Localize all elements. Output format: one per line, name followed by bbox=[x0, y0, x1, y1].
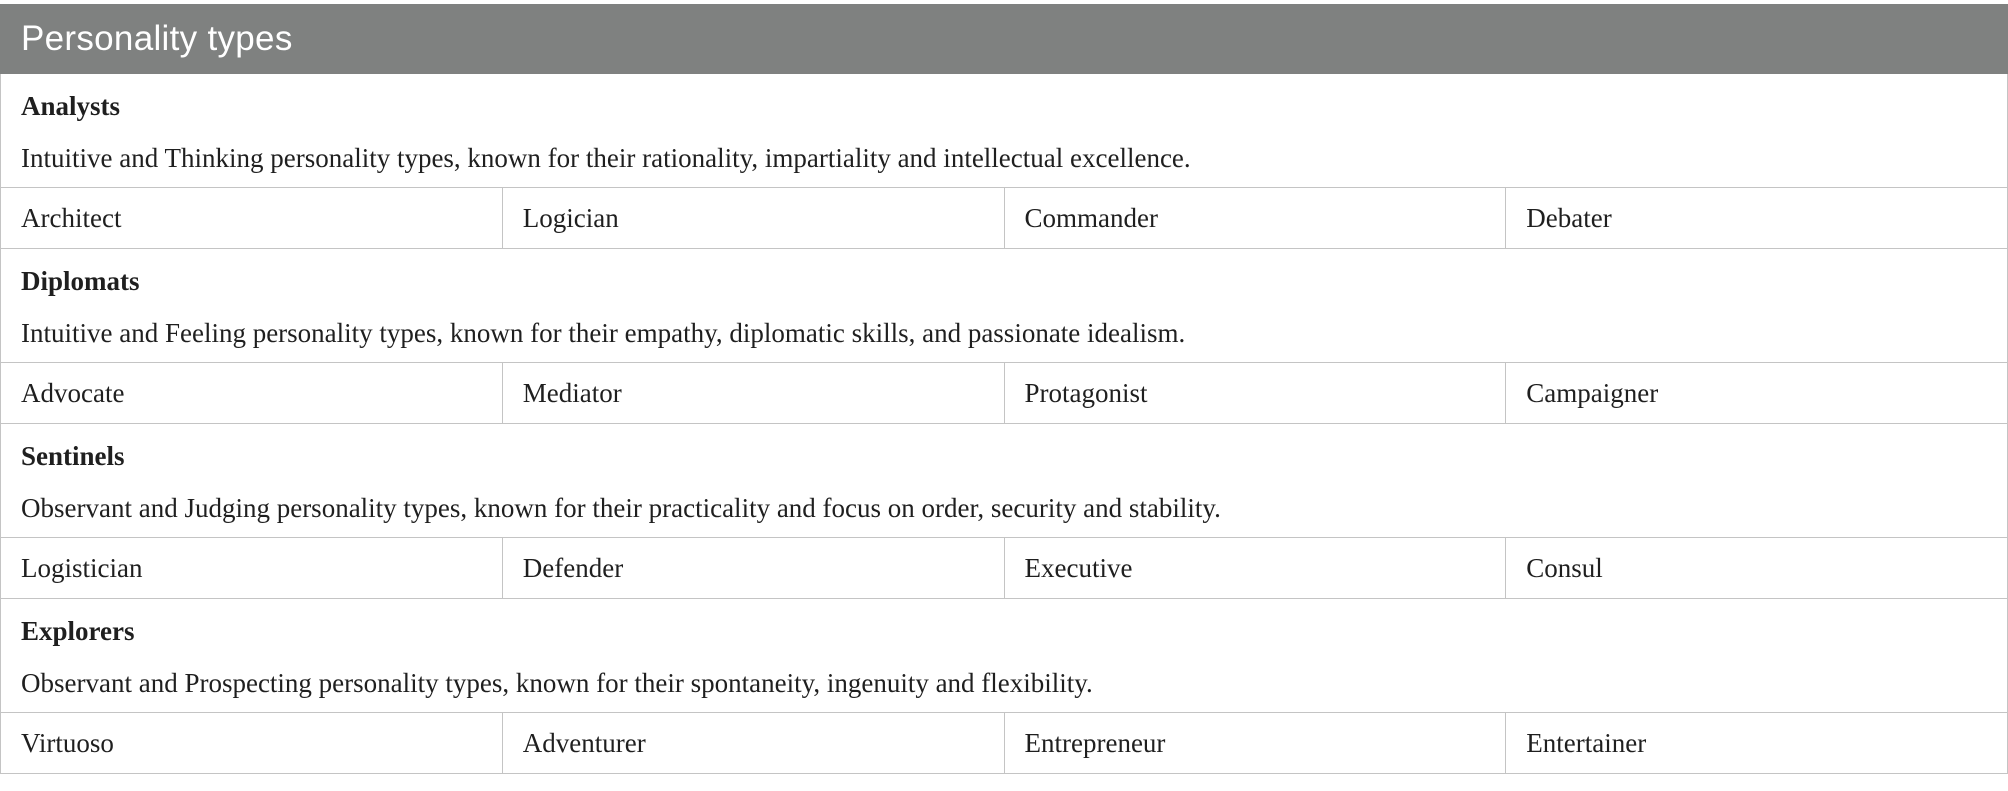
type-cell: Consul bbox=[1506, 538, 2008, 599]
type-cell: Debater bbox=[1506, 188, 2008, 249]
type-cell: Entrepreneur bbox=[1004, 713, 1506, 774]
type-cell: Adventurer bbox=[502, 713, 1004, 774]
type-cell: Advocate bbox=[1, 363, 503, 424]
table-header-row bbox=[1, 5, 2008, 74]
group-row-explorers bbox=[1, 599, 2008, 713]
group-cell bbox=[1, 599, 2008, 713]
group-cell bbox=[1, 424, 2008, 538]
type-cell: Commander bbox=[1004, 188, 1506, 249]
type-cell: Mediator bbox=[502, 363, 1004, 424]
types-row-explorers bbox=[1, 713, 2008, 774]
group-cell bbox=[1, 74, 2008, 188]
types-row-sentinels bbox=[1, 538, 2008, 599]
types-row-diplomats bbox=[1, 363, 2008, 424]
type-cell: Logistician bbox=[1, 538, 503, 599]
group-name: Explorers bbox=[21, 615, 135, 646]
group-row-analysts bbox=[1, 74, 2008, 188]
group-name: Sentinels bbox=[21, 440, 125, 471]
group-description: Intuitive and Thinking personality types, known for their rationality, impartiality and intellectual excellence. bbox=[21, 142, 1191, 173]
group-description: Observant and Prospecting personality types, known for their spontaneity, ingenuity and flexibility. bbox=[21, 667, 1093, 698]
type-cell: Protagonist bbox=[1004, 363, 1506, 424]
type-cell: Logician bbox=[502, 188, 1004, 249]
group-row-diplomats bbox=[1, 249, 2008, 363]
personality-types-table bbox=[0, 4, 2008, 774]
group-description: Observant and Judging personality types, known for their practicality and focus on order, security and stability. bbox=[21, 492, 1221, 523]
personality-types-table-container bbox=[0, 4, 2008, 774]
group-row-sentinels bbox=[1, 424, 2008, 538]
type-cell: Entertainer bbox=[1506, 713, 2008, 774]
types-row-analysts bbox=[1, 188, 2008, 249]
table-title: Personality types bbox=[1, 5, 2008, 74]
group-description: Intuitive and Feeling personality types, known for their empathy, diplomatic skills, and passionate idealism. bbox=[21, 317, 1186, 348]
group-cell bbox=[1, 249, 2008, 363]
type-cell: Executive bbox=[1004, 538, 1506, 599]
type-cell: Defender bbox=[502, 538, 1004, 599]
group-name: Analysts bbox=[21, 90, 121, 121]
type-cell: Architect bbox=[1, 188, 503, 249]
type-cell: Campaigner bbox=[1506, 363, 2008, 424]
group-name: Diplomats bbox=[21, 265, 140, 296]
type-cell: Virtuoso bbox=[1, 713, 503, 774]
